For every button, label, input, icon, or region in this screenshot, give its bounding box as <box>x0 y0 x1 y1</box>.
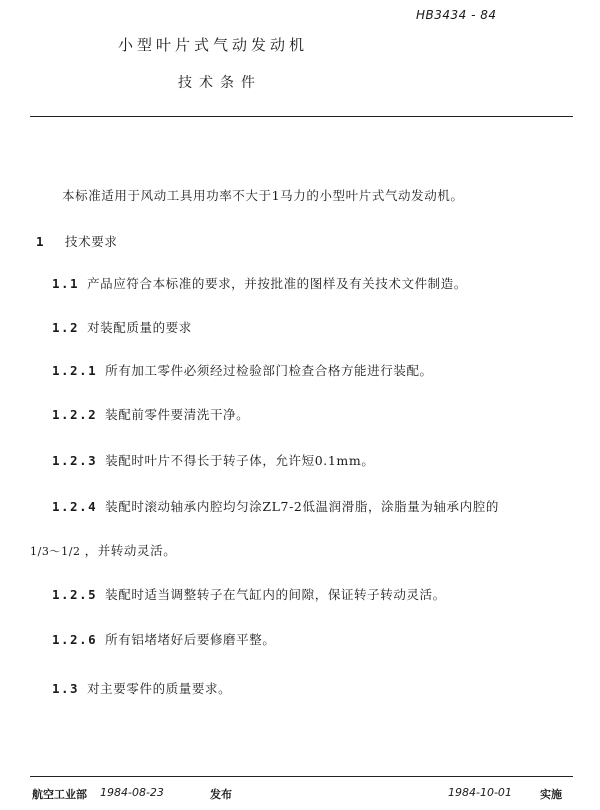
clause-1-1 <box>52 274 467 292</box>
clause-1-2-5 <box>52 585 446 603</box>
document-subtitle: 技术条件 <box>178 75 262 91</box>
clause-1-2-4 <box>52 497 499 515</box>
header-rule <box>30 116 573 117</box>
issuer-name: 航空工业部 <box>32 788 87 801</box>
section-title: 技术要求 <box>65 234 118 249</box>
clause-number: 1.2.2 <box>52 407 98 422</box>
clause-number: 1.2.6 <box>52 632 98 647</box>
section-1-heading <box>36 232 117 250</box>
clause-1-2-6 <box>52 630 275 648</box>
footer-rule <box>30 776 573 777</box>
clause-number: 1.2.1 <box>52 363 98 378</box>
clause-text: 装配时适当调整转子在气缸内的间隙，保证转子转动灵活。 <box>105 587 446 602</box>
clause-number: 1.2.5 <box>52 587 98 602</box>
clause-1-2-4-continuation <box>30 541 176 559</box>
effective-date: 1984-10-01 <box>448 786 512 799</box>
clause-1-2-1 <box>52 361 433 379</box>
fraction-range: 1/3～1/2 <box>30 545 81 558</box>
intro-text: 本标准适用于风动工具用功率不大于1马力的小型叶片式气动发动机。 <box>62 188 464 203</box>
clause-text: 对装配质量的要求 <box>87 320 192 335</box>
clause-text: ，并转动灵活。 <box>84 543 177 558</box>
clause-text: 装配时叶片不得长于转子体，允许短0.1mm。 <box>105 453 375 468</box>
clause-text: 装配前零件要清洗干净。 <box>105 407 250 422</box>
intro-paragraph <box>62 186 464 204</box>
clause-text: 装配时滚动轴承内腔均匀涂ZL7-2低温润滑脂，涂脂量为轴承内腔的 <box>105 499 499 514</box>
clause-text: 所有铝堵堵好后要修磨平整。 <box>105 632 276 647</box>
issue-label: 发布 <box>210 788 232 801</box>
clause-text: 对主要零件的质量要求。 <box>87 681 232 696</box>
section-number: 1 <box>36 234 46 249</box>
clause-number: 1.1 <box>52 276 80 291</box>
clause-number: 1.2.4 <box>52 499 98 514</box>
clause-1-3 <box>52 679 231 697</box>
clause-text: 产品应符合本标准的要求，并按批准的图样及有关技术文件制造。 <box>87 276 467 291</box>
standard-code: HB3434 - 84 <box>416 8 497 22</box>
effective-label: 实施 <box>540 788 562 801</box>
clause-number: 1.2.3 <box>52 453 98 468</box>
clause-1-2-2 <box>52 405 249 423</box>
clause-text: 所有加工零件必须经过检验部门检查合格方能进行装配。 <box>105 363 433 378</box>
clause-number: 1.2 <box>52 320 80 335</box>
clause-1-2-3 <box>52 451 374 469</box>
document-title: 小型叶片式气动发动机 <box>118 36 309 54</box>
issue-date: 1984-08-23 <box>100 786 164 799</box>
clause-number: 1.3 <box>52 681 80 696</box>
clause-1-2 <box>52 318 192 336</box>
